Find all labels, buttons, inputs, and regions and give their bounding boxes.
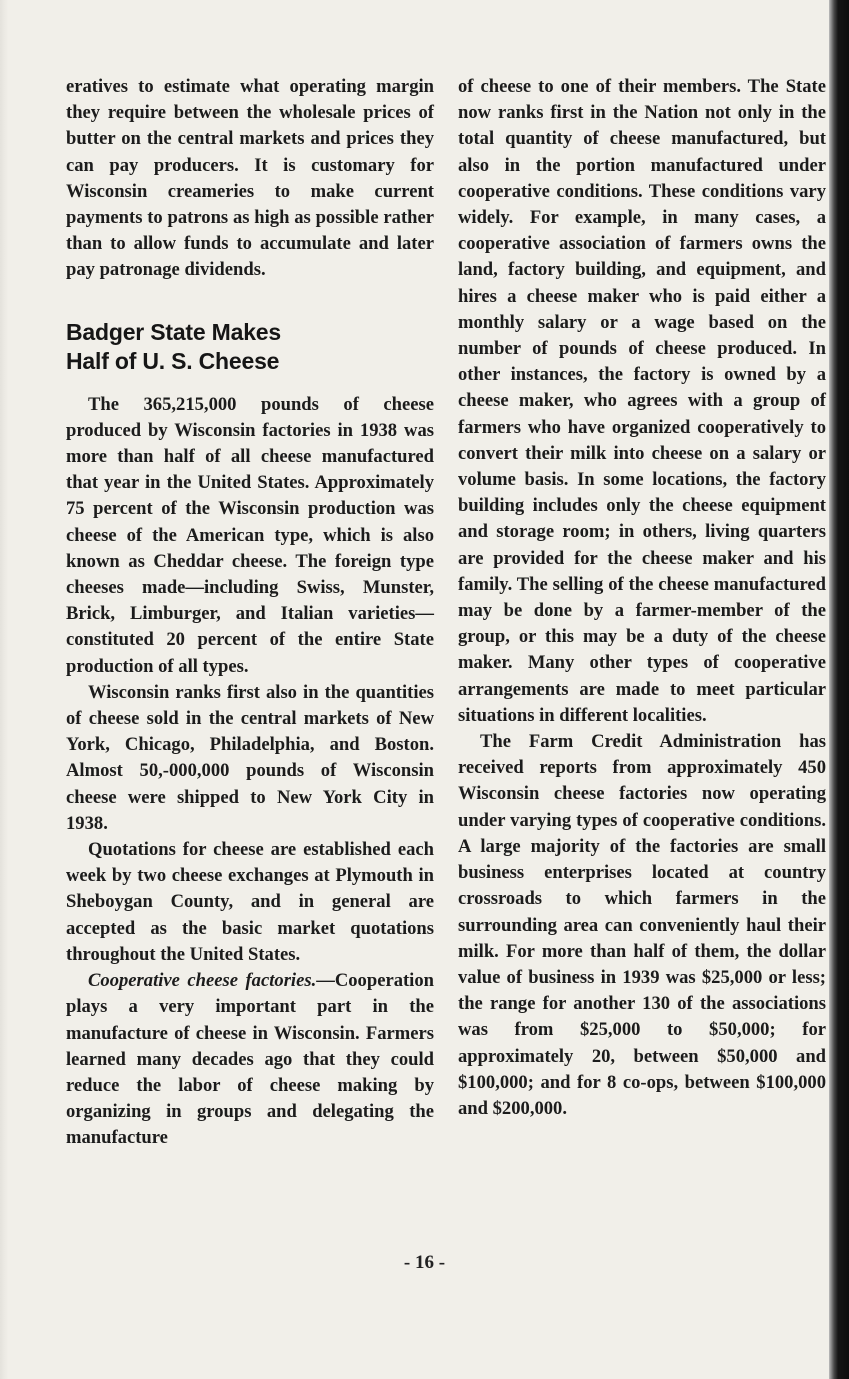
right-column <box>458 74 826 1122</box>
paragraph-cooperative-conditions: of cheese to one of their members. The State now ranks first in the Nation not only in the total quantity of cheese manufactured, but also in the portion manufactured under cooperative conditions. These conditions vary widely. For example, in many cases, a cooperative association of farmers owns the land, factory building, and equipment, and hires a cheese maker who is paid either a monthly salary or a wage based on the number of pounds of cheese produced. In other instances, the factory is owned by a cheese maker, who agrees with a group of farmers who have organized cooperatively to convert their milk into cheese on a salary or volume basis. In some locations, the factory building includes only the cheese equipment and storage room; in others, living quarters are provided for the cheese maker and his family. The selling of the cheese manufactured may be done by a farmer-member of the group, or this may be a duty of the cheese maker. Many other types of cooperative arrangements are made to meet particular situations in different localities. <box>458 76 826 726</box>
page-binding-edge <box>829 0 849 1379</box>
paragraph-quotations: Quotations for cheese are established each week by two cheese exchanges at Plymouth in Sheboygan County, and in general are accepted as the basic market quotations throughout the United States. <box>66 839 434 965</box>
paragraph-cheese-production: The 365,215,000 pounds of cheese produced by Wisconsin factories in 1938 was more than half of all cheese manufactured that year in the United States. Approximately 75 percent of the Wisconsin production was cheese of the American type, which is also known as Cheddar cheese. The foreign type cheeses made—including Swiss, Munster, Brick, Limburger, and Italian varieties—constituted 20 percent of the entire State production of all types. <box>66 393 434 677</box>
paragraph-central-markets: Wisconsin ranks first also in the quantities of cheese sold in the central markets of New York, Chicago, Philadelphia, and Boston. Almost 50,-000,000 pounds of Wisconsin cheese were shipped to New York City in 1938. <box>66 681 434 834</box>
paragraph-lead-rest: —Cooperation plays a very important part in the manufacture of cheese in Wisconsin. Farmers learned many decades ago that they could reduce the labor of cheese making by organizing in groups and delegating the manufacture <box>66 970 434 1149</box>
page-left-shadow <box>0 0 8 1379</box>
section-heading-line-2: Half of U. S. Cheese <box>66 347 280 374</box>
paragraph-lead-italic: Cooperative cheese factories. <box>88 970 317 992</box>
paragraph-cooperative-factories <box>66 968 434 1151</box>
section-heading-line-1: Badger State Makes <box>66 318 281 345</box>
continuation-paragraph: eratives to estimate what operating margin they require between the wholesale prices of butter on the central markets and prices they can pay producers. It is customary for Wisconsin creameries to make current payments to patrons as high as possible rather than to allow funds to accumulate and later pay patronage dividends. <box>66 76 434 281</box>
paragraph-farm-credit-reports: The Farm Credit Administration has received reports from approximately 450 Wisconsin cheese factories now operating under varying types of cooperative conditions. A large majority of the factories are small business enterprises located at country crossroads to which farmers in the surrounding area can conveniently haul their milk. For more than half of them, the dollar value of business in 1939 was $25,000 or less; the range for another 130 of the associations was from $25,000 to $50,000; for approximately 20, between $50,000 and $100,000; and for 8 co-ops, between $100,000 and $200,000. <box>458 731 826 1119</box>
page-number: - 16 - <box>403 1252 446 1273</box>
left-column <box>66 74 434 1152</box>
section-heading <box>66 318 434 376</box>
